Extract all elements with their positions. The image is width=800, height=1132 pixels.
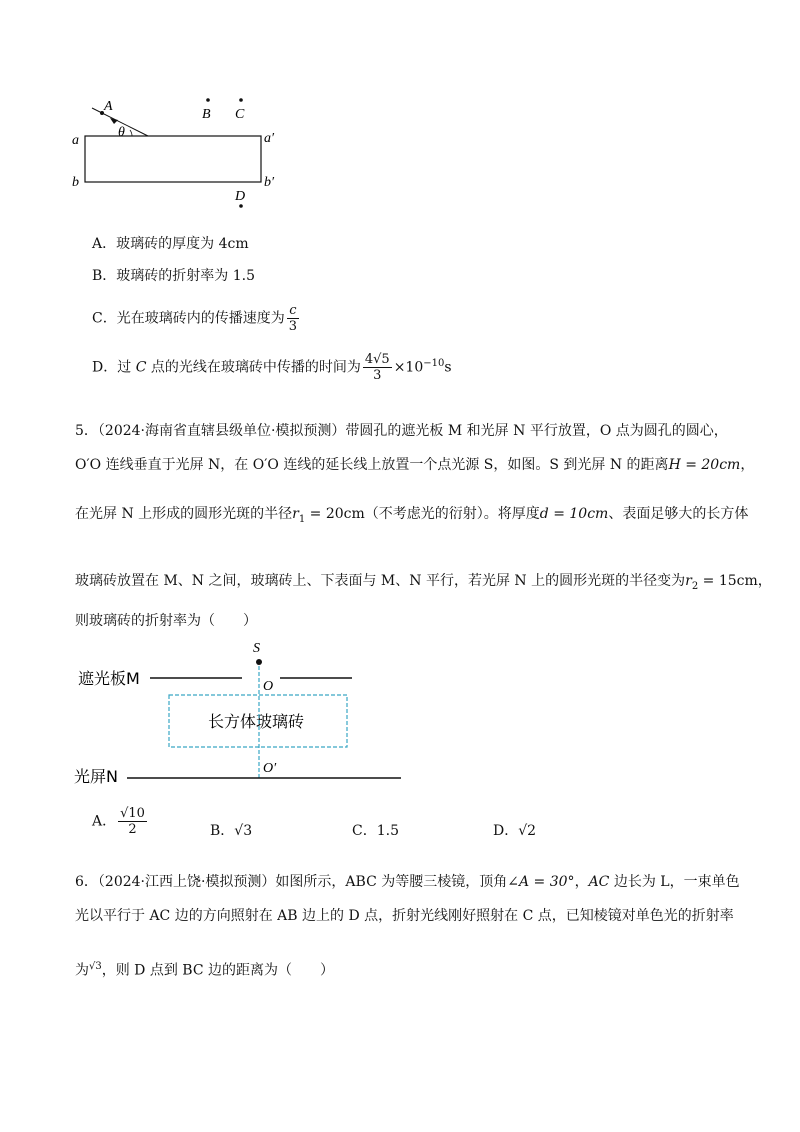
label-o: O <box>263 679 274 694</box>
text: 6．（2024·江西上饶·模拟预测）如图所示，ABC 为等腰三棱镜，顶角 <box>75 874 508 890</box>
option-prefix: D． <box>92 359 118 376</box>
option-prefix: D． <box>493 823 519 839</box>
label-b-prime-corner: b′ <box>264 175 275 190</box>
option-text: 1.5 <box>376 823 399 839</box>
fraction-denominator: 3 <box>288 319 297 334</box>
fraction-numerator: √10 <box>120 806 145 821</box>
math-angle: ∠A = 30° <box>507 874 575 890</box>
math-r1-sub: 1 <box>298 513 306 525</box>
option-prefix: B． <box>210 823 235 839</box>
option-unit: s <box>444 359 452 376</box>
q5-line-2 <box>75 455 754 475</box>
fraction-denominator: 2 <box>128 822 137 837</box>
fraction <box>363 352 392 383</box>
text: 为 <box>75 962 89 979</box>
q4-option-d <box>92 352 452 383</box>
option-prefix: A． <box>92 813 117 830</box>
text: O′O 连线垂直于光屏 N，在 O′O 连线的延长线上放置一个点光源 S，如图。S 到光屏 N 的距离 <box>75 457 669 473</box>
q6-line-1 <box>75 872 740 892</box>
option-text: 玻璃砖的折射率为 1.5 <box>116 268 256 284</box>
math-r2-sub: 2 <box>691 580 699 592</box>
math-r2-value: = 15cm <box>698 573 758 589</box>
fraction-numerator: c <box>287 303 299 319</box>
label-s: S <box>253 641 260 656</box>
fraction-numerator: 4√5 <box>364 352 390 367</box>
q5-line-5: 则玻璃砖的折射率为（ ） <box>75 613 257 629</box>
label-board: 遮光板M <box>78 669 140 688</box>
q5-line-4 <box>75 571 772 597</box>
math-ac: AC <box>588 874 610 890</box>
angle-arc <box>130 130 132 136</box>
label-o-prime: O′ <box>263 761 277 776</box>
text: 玻璃砖放置在 M、N 之间，玻璃砖上、下表面与 M、N 平行，若光屏 N 上的圆形光斑的半径变为 <box>75 573 686 589</box>
label-brick: 长方体玻璃砖 <box>208 712 305 731</box>
point-c-dot <box>239 98 243 102</box>
label-b-corner: b <box>72 175 79 190</box>
text: （不考虑光的衍射）。将厚度 <box>364 506 540 522</box>
option-text: √2 <box>518 823 537 839</box>
point-b-dot <box>206 98 210 102</box>
math-r2: r <box>685 573 692 589</box>
math-sqrt3: √3 <box>89 961 102 972</box>
q6-line-2: 光以平行于 AC 边的方向照射在 AB 边上的 D 点，折射光线刚好照射在 C 点，已知棱镜对单色光的折射率 <box>75 908 734 924</box>
option-exp: −10 <box>423 357 445 369</box>
q4-option-c <box>92 303 301 334</box>
label-a-prime-corner: a′ <box>264 131 275 146</box>
option-text: 玻璃砖的厚度为 4cm <box>116 236 249 252</box>
label-screen: 光屏N <box>74 767 118 786</box>
option-text: 光在玻璃砖内的传播速度为 <box>116 310 285 327</box>
light-source-dot <box>256 659 262 665</box>
option-var: C <box>135 359 147 376</box>
math-r1-value: = 20cm <box>305 506 365 522</box>
text: 在光屏 N 上形成的圆形光斑的半径 <box>75 506 293 522</box>
q5-option-b <box>210 821 252 841</box>
math-h: H = 20cm <box>668 457 741 473</box>
text: ， <box>757 573 772 589</box>
label-a-point: A <box>104 99 113 114</box>
q5-option-c <box>352 821 399 841</box>
fraction <box>118 806 147 837</box>
text: 、表面足够大的长方体 <box>608 506 749 522</box>
text: ，则 D 点到 BC 边的距离为（ ） <box>101 962 335 979</box>
label-d-point: D <box>235 189 246 204</box>
text: 边长为 L，一束单色 <box>609 874 740 890</box>
q5-line-1: 5．（2024·海南省直辖县级单位·模拟预测）带圆孔的遮光板 M 和光屏 N 平行放置，O 点为圆孔的圆心， <box>75 423 728 439</box>
q5-option-a <box>92 806 149 837</box>
figure-board-screen <box>70 636 410 786</box>
label-c-point: C <box>235 107 245 122</box>
glass-brick-rect <box>85 136 261 182</box>
q4-option-b <box>92 266 255 286</box>
text: ， <box>740 457 755 473</box>
label-a-corner: a <box>72 133 79 148</box>
option-prefix: C． <box>352 823 377 839</box>
option-prefix: C． <box>92 310 117 327</box>
fraction-denominator: 3 <box>373 368 382 383</box>
option-text: 点的光线在玻璃砖中传播的时间为 <box>146 359 361 376</box>
q5-option-d <box>493 821 536 841</box>
point-d-dot <box>239 204 243 208</box>
option-prefix: B． <box>92 268 117 284</box>
math-d: d = 10cm <box>539 506 609 522</box>
fraction <box>287 303 299 334</box>
option-tail: ×10 <box>393 359 424 376</box>
math-r1: r <box>292 506 299 522</box>
q4-option-a <box>92 234 249 254</box>
option-text: 过 <box>117 359 136 376</box>
q5-line-3 <box>75 504 748 530</box>
label-b-point: B <box>202 107 211 122</box>
figure-glass-brick <box>60 92 300 222</box>
option-text: √3 <box>234 823 253 839</box>
text: ， <box>574 874 589 890</box>
q6-line-3 <box>75 957 334 981</box>
label-theta: θ <box>118 125 125 140</box>
option-prefix: A． <box>92 236 117 252</box>
